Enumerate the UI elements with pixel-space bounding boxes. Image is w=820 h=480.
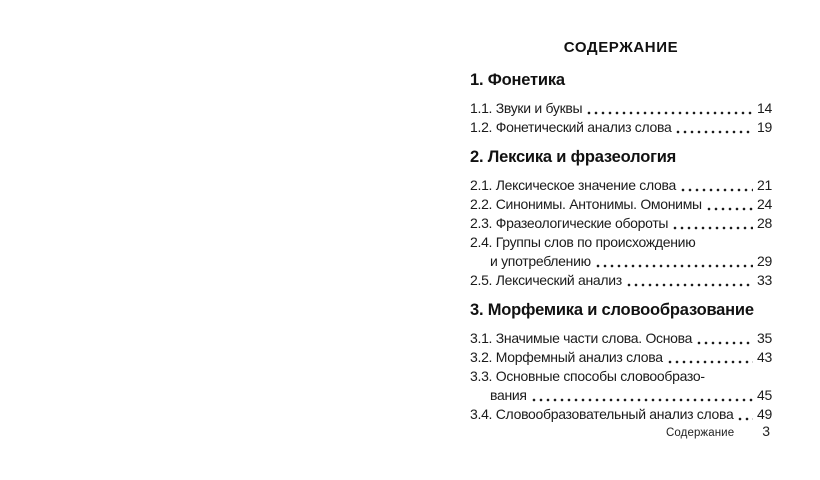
page-footer <box>470 423 772 439</box>
entry-label: 3.4. Словообразовательный анализ слова <box>470 406 734 422</box>
folio-page-number: 3 <box>762 423 770 439</box>
section-heading-3: 3. Морфемика и словообразование <box>470 301 754 319</box>
entry-label: 3.3. Основные способы словообразо- <box>470 368 705 384</box>
toc-entry-wrapped-line2 <box>470 252 772 271</box>
toc-entry <box>470 271 772 290</box>
toc-entry <box>470 405 772 424</box>
toc-entry <box>470 348 772 367</box>
entry-page-number: 24 <box>757 196 772 212</box>
section-heading-1: 1. Фонетика <box>470 71 565 89</box>
section-heading-2: 2. Лексика и фразеология <box>470 148 677 166</box>
entry-label: 2.5. Лексический анализ <box>470 272 622 288</box>
toc-page <box>470 38 772 424</box>
toc-entry <box>470 99 772 118</box>
entry-label: 1.1. Звуки и буквы <box>470 100 583 116</box>
section-1-entries <box>470 99 772 137</box>
entry-label-continuation: вания <box>490 387 527 403</box>
toc-entry-wrapped-line1 <box>470 233 772 252</box>
running-head: Содержание <box>665 427 735 439</box>
entry-label: 2.3. Фразеологические обороты <box>470 215 669 231</box>
entry-page-number: 35 <box>757 330 772 346</box>
toc-entry <box>470 118 772 137</box>
entry-label: 1.2. Фонетический анализ слова <box>470 119 672 135</box>
entry-label-continuation: и употреблению <box>490 253 591 269</box>
toc-entry-wrapped-line1 <box>470 367 772 386</box>
toc-title: СОДЕРЖАНИЕ <box>563 39 679 56</box>
entry-label: 2.2. Синонимы. Антонимы. Омонимы <box>470 196 702 212</box>
entry-label: 2.1. Лексическое значение слова <box>470 177 676 193</box>
toc-entry <box>470 195 772 214</box>
entry-page-number: 43 <box>757 349 772 365</box>
section-3-entries <box>470 329 772 424</box>
entry-page-number: 49 <box>757 406 772 422</box>
entry-page-number: 21 <box>757 177 772 193</box>
toc-entry <box>470 176 772 195</box>
entry-label: 3.2. Морфемный анализ слова <box>470 349 663 365</box>
toc-entry <box>470 214 772 233</box>
toc-entry-wrapped-line2 <box>470 386 772 405</box>
entry-page-number: 28 <box>757 215 772 231</box>
entry-page-number: 33 <box>757 272 772 288</box>
section-2-entries <box>470 176 772 290</box>
entry-page-number: 45 <box>757 387 772 403</box>
entry-page-number: 19 <box>757 119 772 135</box>
toc-entry <box>470 329 772 348</box>
entry-page-number: 14 <box>757 100 772 116</box>
entry-label: 3.1. Значимые части слова. Основа <box>470 330 693 346</box>
entry-label: 2.4. Группы слов по происхождению <box>470 234 696 250</box>
entry-page-number: 29 <box>757 253 772 269</box>
